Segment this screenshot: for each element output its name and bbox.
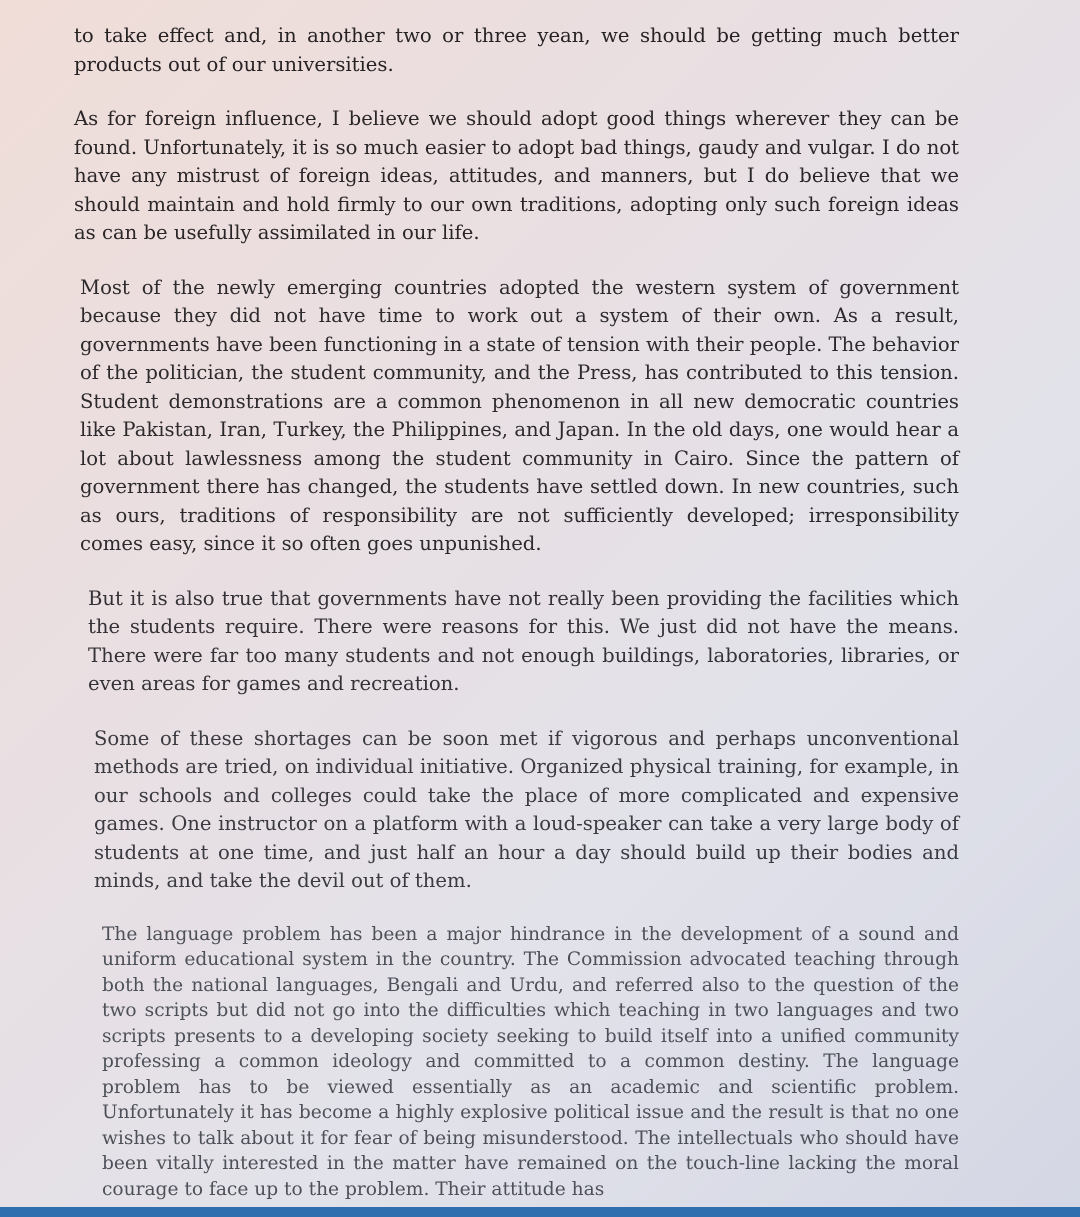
paragraph-shortages: Some of these shortages can be soon met if vigorous and perhaps unconventional methods are tried, on individual initiative. Organized physical training, for example, in our schools and colleges could take the place of more complicated and expensive games. One instructor on a platform with a loud-speaker can take a very large body of students at one time, and just half an hour a day should build up their bodies and minds, and take the devil out of them. [94,726,959,892]
paragraph-facilities: But it is also true that governments have not really been providing the facilities which the students require. There were reasons for this. We just did not have the means. There were far too many students and not enough buildings, laboratories, libraries, or even areas for games and recreation. [88,586,959,695]
paragraph-western-system: Most of the newly emerging countries adopted the western system of government because they did not have time to work out a system of their own. As a result, governments have been functioning in a state of tension with their people. The behavior of the politician, the student community, and the Press, has contributed to this tension. Student demonstrations are a common phenomenon in all new democratic countries like Pakistan, Iran, Turkey, the Philippines, and Japan. In the old days, one would hear a lot about lawlessness among the student community in Cairo. Since the pattern of government there has changed, the students have settled down. In new countries, such as ours, traditions of responsibility are not sufficiently developed; irresponsibility comes easy, since it so often goes unpunished. [80,275,960,555]
paragraph-university-products: to take effect and, in another two or three yean, we should be getting much better products out of our universities. [74,24,959,76]
paragraph-language-problem: The language problem has been a major hindrance in the development of a sound and uniform educational system in the country. The Commission advocated teaching through both the national languages, Bengali and Urdu, and referred also to the question of the two scripts but did not go into the difficulties which teaching in two languages and two scripts presents to a developing society seeking to build itself into a unified community professing a common ideology and committed to a common destiny. The language problem has to be viewed essentially as an academic and scientific problem. Unfortunately it has become a highly explosive political issue and the result is that no one wishes to talk about it for fear of being misunderstood. The intellectuals who should have been vitally interested in the matter have remained on the touch-line lacking the moral courage to face up to the problem. Their attitude has [102,923,959,1200]
text-column [74,22,959,1217]
paragraph-foreign-influence: As for foreign influence, I believe we should adopt good things wherever they can be found. Unfortunately, it is so much easier to adopt bad things, gaudy and vulgar. I do not have any mistrust of foreign ideas, attitudes, and manners, but I do believe that we should maintain and hold firmly to our own traditions, adopting only such foreign ideas as can be usefully assimilated in our life. [74,107,959,244]
screen-bottom-edge [0,1207,1080,1217]
